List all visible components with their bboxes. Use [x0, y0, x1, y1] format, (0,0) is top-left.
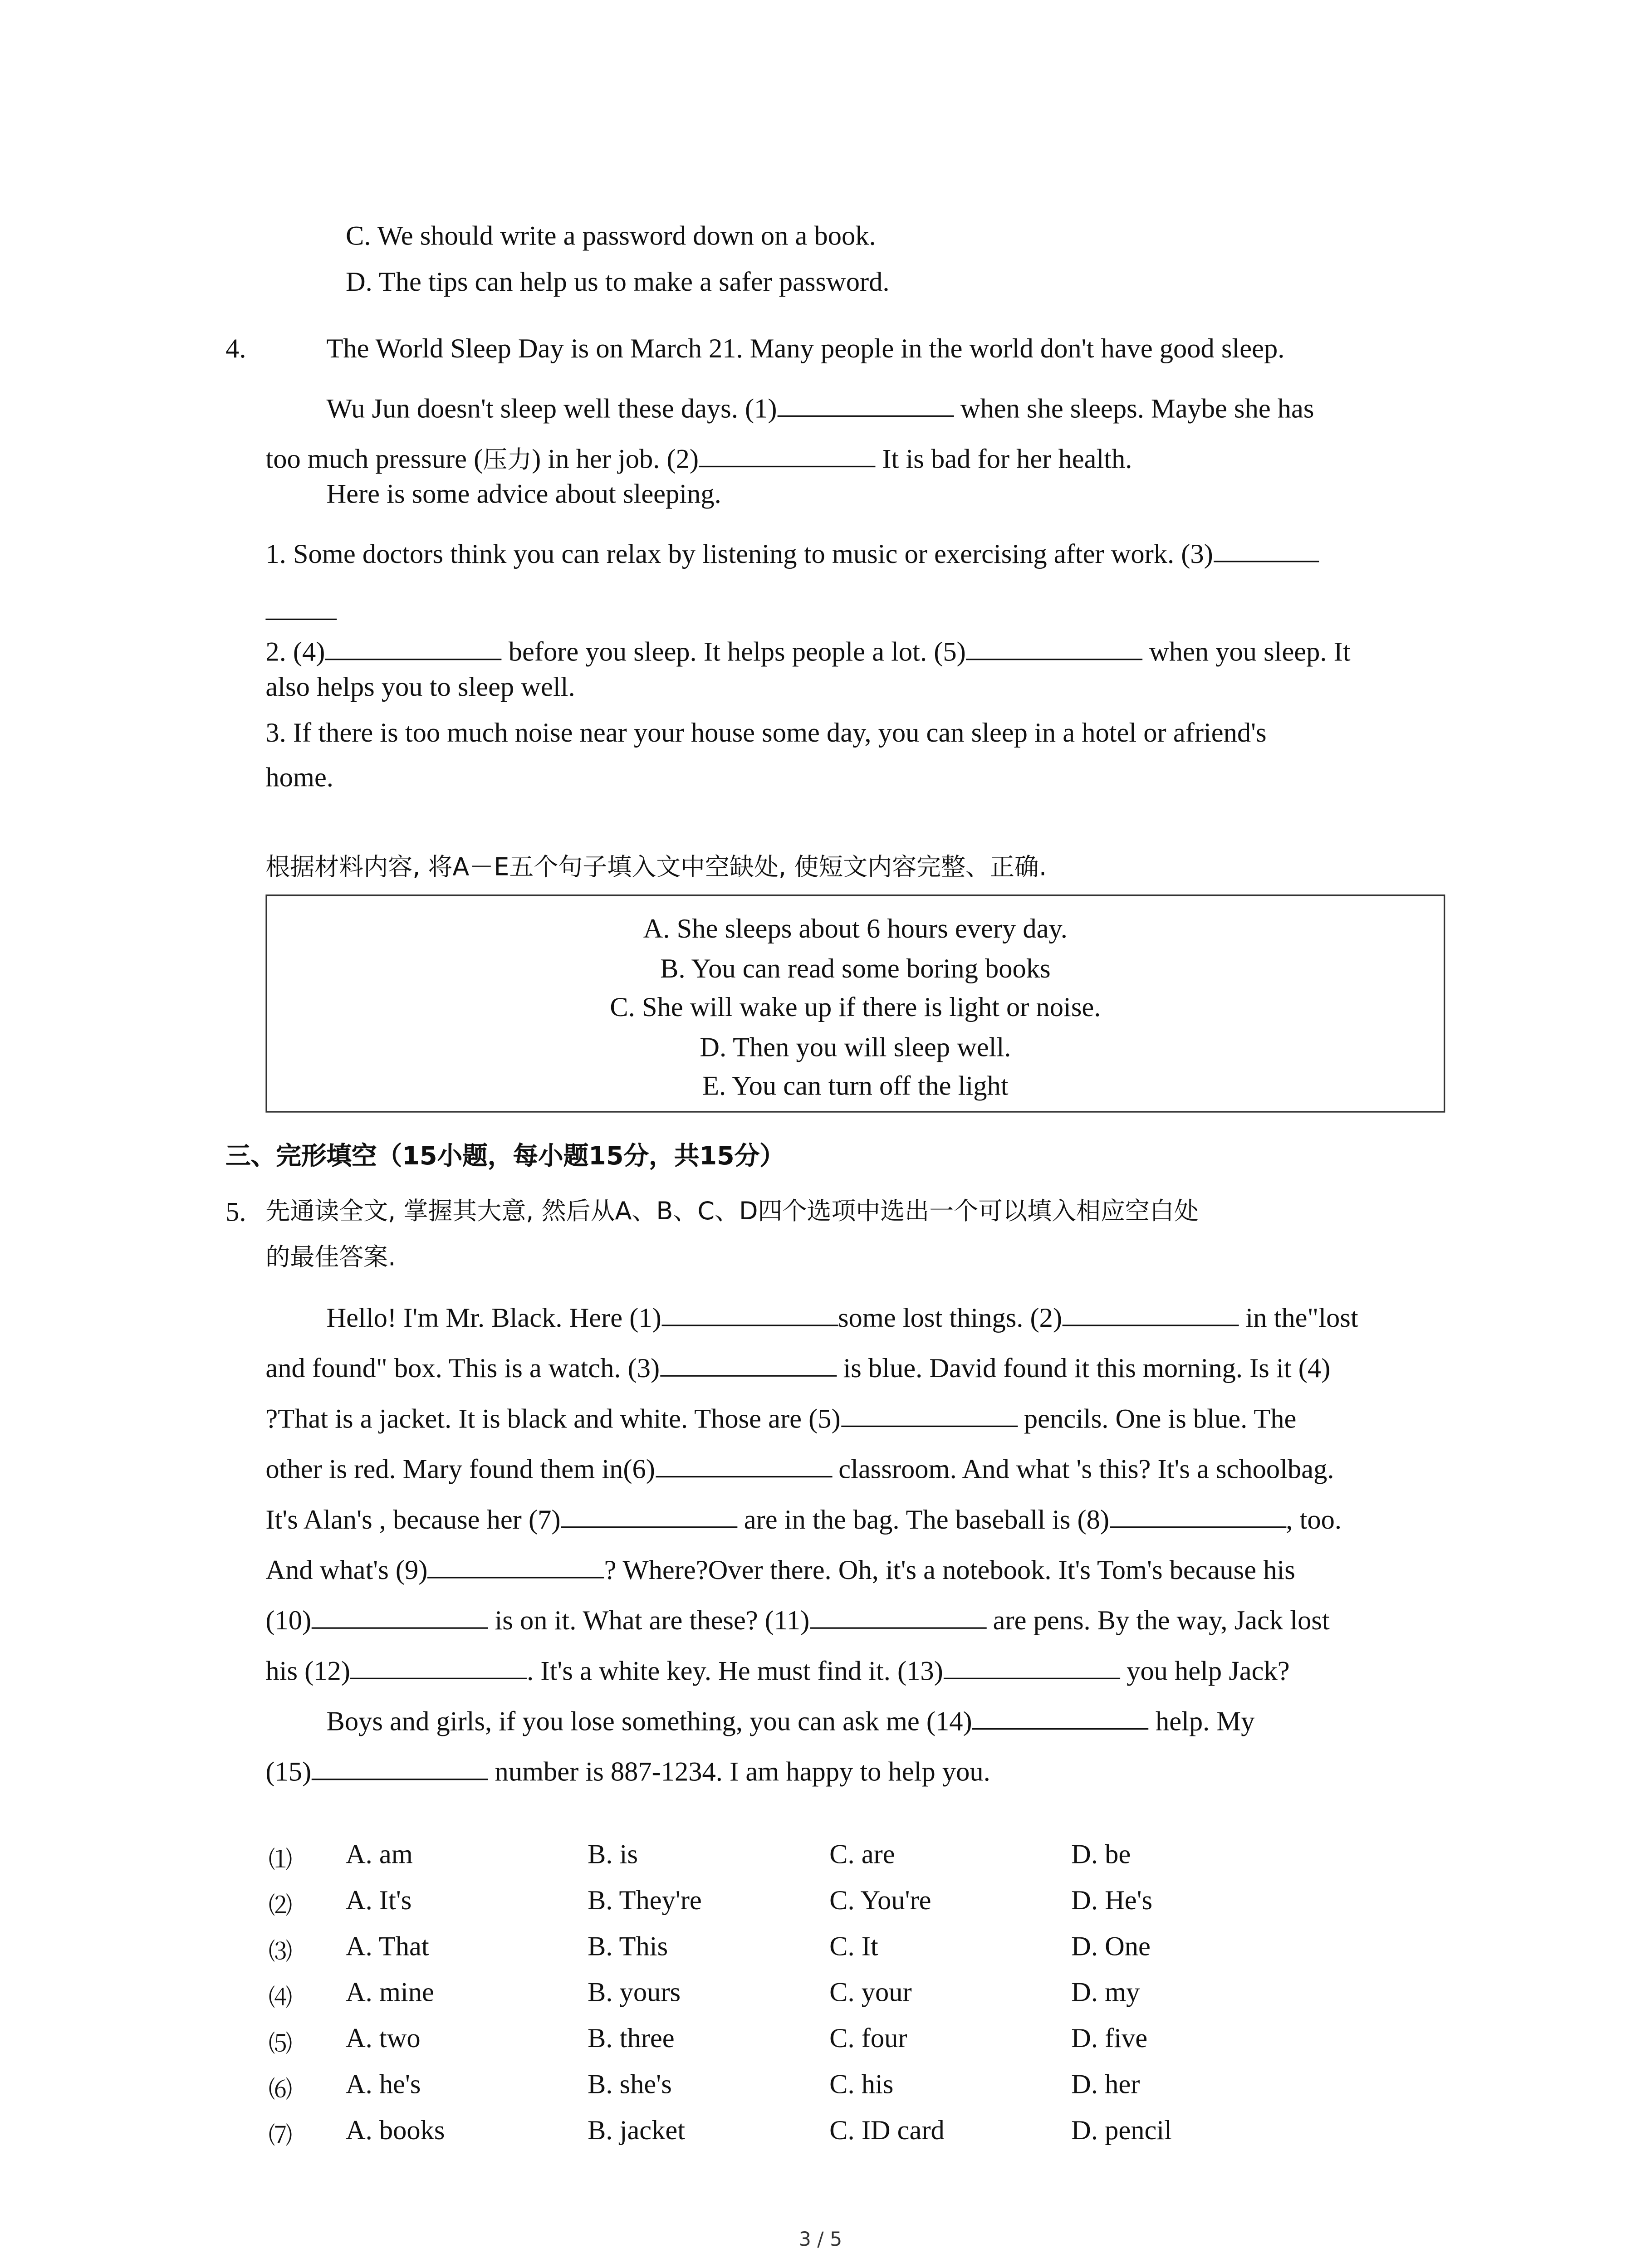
- q5-number: 5.: [225, 1198, 246, 1228]
- q5-line-6-a: And what's (9): [265, 1556, 428, 1587]
- q4-para1-a: Wu Jun doesn't sleep well these days. (1): [326, 395, 777, 425]
- blank-2: [699, 438, 875, 468]
- q4-para2-a: too much pressure (: [265, 445, 483, 475]
- choice-number: ⑴: [268, 1848, 293, 1874]
- q5-instruction-1: 先通读全文, 掌握其大意, 然后从A、B、C、D四个选项中选出一个可以填入相应空白处: [265, 1197, 1199, 1226]
- choice-c: C. are: [829, 1841, 895, 1871]
- q5-line-8-c: you help Jack?: [1119, 1657, 1290, 1687]
- sentence-options-box: [265, 894, 1445, 1113]
- q4-para2-b: ) in her job. (2): [532, 445, 699, 475]
- choice-b: B. is: [588, 1841, 638, 1871]
- choice-c: C. your: [829, 1979, 912, 2009]
- q4-para1: [326, 387, 1314, 425]
- cloze-blank-15: [311, 1750, 488, 1781]
- choice-number: ⑶: [268, 1940, 293, 1966]
- q5-line-5: [265, 1498, 1342, 1535]
- q5-line-2-b: is blue. David found it this morning. Is it (4): [836, 1355, 1331, 1385]
- choice-number: ⑵: [268, 1894, 293, 1920]
- cloze-blank-14: [972, 1700, 1149, 1730]
- option-b: B. You can read some boring books: [660, 955, 1051, 985]
- q4-instruction: 根据材料内容, 将A－E五个句子填入文中空缺处, 使短文内容完整、正确.: [265, 853, 1047, 881]
- q5-line-1: [326, 1296, 1358, 1334]
- q4-tip1: [265, 533, 1318, 570]
- q4-para2: [265, 438, 1132, 475]
- blank-1: [777, 387, 954, 418]
- choice-a: A. It's: [345, 1887, 412, 1917]
- choice-b: B. she's: [588, 2071, 672, 2101]
- q5-line-2-a: and found" box. This is a watch. (3): [265, 1355, 660, 1385]
- choice-c: C. It: [829, 1933, 878, 1963]
- choice-a: A. he's: [345, 2071, 421, 2101]
- q5-line-2: [265, 1347, 1330, 1384]
- choice-c: C. his: [829, 2071, 894, 2101]
- q5-line-4-b: classroom. And what 's this? It's a schoolbag.: [832, 1456, 1334, 1486]
- q5-line-4: [265, 1448, 1334, 1485]
- choice-number: ⑷: [268, 1986, 293, 2012]
- cloze-blank-3: [660, 1347, 836, 1377]
- choice-d: D. One: [1071, 1933, 1151, 1963]
- choice-c: C. ID card: [829, 2116, 945, 2147]
- q5-line-7-b: is on it. What are these? (11): [488, 1607, 810, 1637]
- option-d: D. Then you will sleep well.: [700, 1034, 1011, 1064]
- choice-a: A. am: [345, 1841, 413, 1871]
- choice-a: A. books: [345, 2116, 445, 2147]
- blank-3: [1213, 533, 1318, 563]
- choice-number: ⑹: [268, 2078, 293, 2104]
- cloze-blank-13: [943, 1650, 1120, 1680]
- choice-d: D. He's: [1071, 1887, 1153, 1917]
- choice-number: ⑺: [268, 2124, 293, 2150]
- choice-b: B. This: [588, 1933, 668, 1963]
- q5-line-5-a: It's Alan's , because her (7): [265, 1506, 561, 1536]
- q4-tip1-text: 1. Some doctors think you can relax by listening to music or exercising after work. (3): [265, 540, 1213, 571]
- option-c: C. She will wake up if there is light or noise.: [610, 994, 1101, 1024]
- choice-a: A. two: [345, 2024, 421, 2055]
- q5-line-10-b: number is 887-1234. I am happy to help you.: [488, 1758, 990, 1789]
- q5-line-3-b: pencils. One is blue. The: [1017, 1405, 1297, 1435]
- cloze-blank-5: [841, 1398, 1017, 1428]
- q5-line-5-c: , too.: [1286, 1506, 1342, 1536]
- q5-line-4-a: other is red. Mary found them in(6): [265, 1456, 655, 1486]
- q4-tip3-cont: home.: [265, 764, 333, 794]
- q3-option-d: D. The tips can help us to make a safer password.: [345, 268, 890, 298]
- cloze-blank-2: [1062, 1296, 1239, 1327]
- q4-tip2-cont: also helps you to sleep well.: [265, 673, 575, 704]
- q5-line-8-b: . It's a white key. He must find it. (13): [527, 1657, 943, 1687]
- q4-line1: The World Sleep Day is on March 21. Many people in the world don't have good sleep.: [326, 335, 1285, 365]
- option-a: A. She sleeps about 6 hours every day.: [643, 915, 1068, 945]
- q4-tip2: [265, 631, 1350, 668]
- q4-tip2-b: before you sleep. It helps people a lot. (5): [501, 638, 966, 669]
- q4-tip2-a: 2. (4): [265, 638, 325, 669]
- cloze-blank-1: [661, 1296, 838, 1327]
- q5-line-5-b: are in the bag. The baseball is (8): [737, 1506, 1110, 1536]
- cloze-blank-11: [809, 1599, 986, 1629]
- q5-line-1-b: some lost things. (2): [838, 1304, 1063, 1334]
- q5-line-7-c: are pens. By the way, Jack lost: [986, 1607, 1330, 1637]
- q5-line-10-a: (15): [265, 1758, 312, 1789]
- q5-line-8-a: his (12): [265, 1657, 350, 1687]
- q4-para1-b: when she sleeps. Maybe she has: [953, 395, 1314, 425]
- choice-b: B. yours: [588, 1979, 681, 2009]
- choice-d: D. pencil: [1071, 2116, 1172, 2147]
- choice-d: D. her: [1071, 2071, 1140, 2101]
- q5-line-8: [265, 1650, 1289, 1687]
- q5-line-3: [265, 1398, 1296, 1435]
- q5-line-6-b: ? Where?Over there. Oh, it's a notebook. It's Tom's because his: [604, 1556, 1295, 1587]
- q5-line-1-c: in the"lost: [1239, 1304, 1358, 1334]
- choice-d: D. five: [1071, 2024, 1148, 2055]
- option-e: E. You can turn off the light: [702, 1072, 1009, 1102]
- q5-line-10: [265, 1750, 990, 1788]
- choice-b: B. They're: [588, 1887, 702, 1917]
- q5-line-7: [265, 1599, 1329, 1636]
- cloze-blank-8: [1109, 1498, 1286, 1529]
- q4-tip2-c: when you sleep. It: [1142, 638, 1351, 669]
- q5-line-3-a: ?That is a jacket. It is black and white. Those are (5): [265, 1405, 841, 1435]
- blank-4: [325, 631, 501, 661]
- choice-number: ⑸: [268, 2032, 293, 2058]
- q4-tip3: 3. If there is too much noise near your house some day, you can sleep in a hotel or afriend's: [265, 719, 1267, 749]
- q5-instruction-2: 的最佳答案.: [265, 1243, 396, 1271]
- cloze-blank-10: [311, 1599, 488, 1629]
- q4-para2-cjk: 压力: [483, 445, 532, 474]
- q4-para3: Here is some advice about sleeping.: [326, 480, 721, 510]
- q5-line-9: [326, 1700, 1254, 1737]
- q5-line-9-b: help. My: [1148, 1708, 1255, 1738]
- choice-b: B. three: [588, 2024, 675, 2055]
- cloze-blank-6: [655, 1448, 832, 1478]
- blank-5: [966, 631, 1142, 661]
- q4-para2-c: It is bad for her health.: [875, 445, 1132, 475]
- q5-line-9-a: Boys and girls, if you lose something, you can ask me (14): [326, 1708, 972, 1738]
- choice-c: C. You're: [829, 1887, 931, 1917]
- cloze-blank-7: [561, 1498, 737, 1529]
- q5-line-1-a: Hello! I'm Mr. Black. Here (1): [326, 1304, 661, 1334]
- choice-b: B. jacket: [588, 2116, 686, 2147]
- q5-line-7-a: (10): [265, 1607, 312, 1637]
- choice-d: D. be: [1071, 1841, 1131, 1871]
- q3-option-c: C. We should write a password down on a book.: [345, 222, 876, 252]
- choice-c: C. four: [829, 2024, 907, 2055]
- section-heading: 三、完形填空（15小题，每小题15分，共15分）: [225, 1142, 785, 1172]
- q5-line-6: [265, 1549, 1295, 1586]
- page-number: 3 / 5: [798, 2229, 843, 2252]
- cloze-blank-12: [350, 1650, 527, 1680]
- q4-number: 4.: [225, 335, 246, 365]
- blank-3-tail: [265, 591, 337, 621]
- choice-a: A. mine: [345, 1979, 434, 2009]
- choice-d: D. my: [1071, 1979, 1140, 2009]
- choice-a: A. That: [345, 1933, 429, 1963]
- blank-3-continued: [265, 591, 337, 628]
- cloze-blank-9: [427, 1549, 604, 1579]
